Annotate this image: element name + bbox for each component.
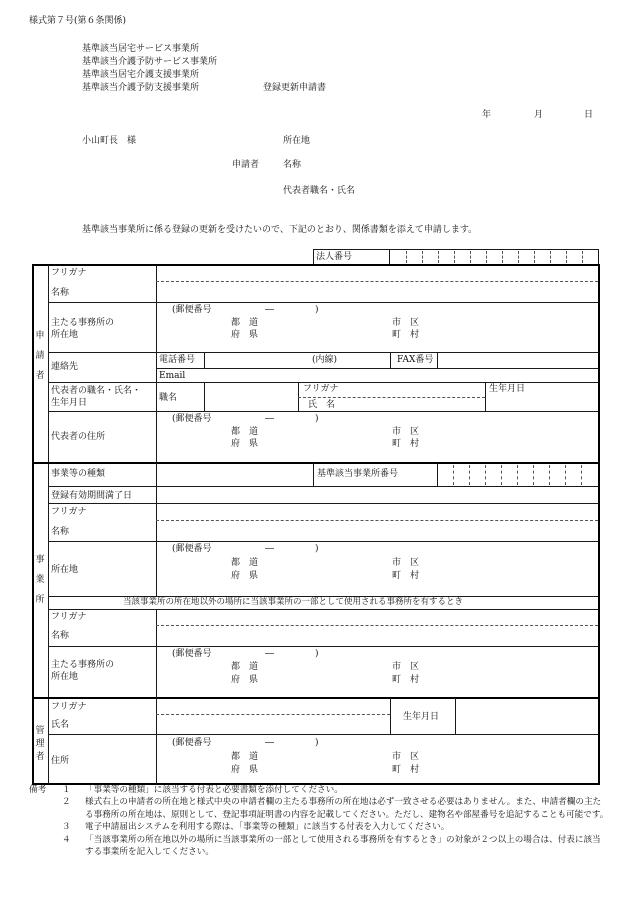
city-machi — [392, 330, 419, 340]
applicant-address-label: 所在地 — [283, 136, 311, 146]
business-kind-label: 事業等の種類 — [51, 469, 106, 479]
applicant-rep-label: 代表者職名・氏名 — [283, 186, 356, 196]
form-number: 様式第７号(第６条関係) — [29, 16, 127, 26]
date-month: 月 — [534, 110, 544, 120]
other-postal-close: ) — [315, 649, 319, 659]
other-ku: 区 — [410, 662, 420, 672]
manager-shi: 市 — [392, 752, 402, 762]
other-mura: 村 — [410, 675, 420, 685]
rep-city-2 — [392, 439, 419, 449]
rep-mura: 村 — [410, 439, 420, 449]
pref-ken-text: 県 — [249, 330, 259, 340]
note-4-num: ４ — [62, 834, 71, 845]
rep-furigana-label: フリガナ — [303, 384, 339, 394]
note-4 — [29, 834, 609, 859]
other-name-label: 名称 — [51, 631, 70, 641]
rep-fu: 府 — [231, 439, 241, 449]
section-office-label: 事業所 — [35, 555, 45, 605]
office-pref-1 — [231, 558, 258, 568]
office-postal-close: ) — [315, 544, 319, 554]
notes-label: 備考 — [29, 785, 47, 795]
contact-label: 連絡先 — [51, 362, 79, 372]
rep-birthdate-label: 生年月日 — [489, 384, 526, 394]
manager-ken: 県 — [249, 765, 259, 775]
rep-ku: 区 — [410, 427, 420, 437]
section-applicant-label: 申請者 — [35, 331, 45, 381]
office-pref-2 — [231, 571, 258, 581]
other-to: 都 — [231, 662, 241, 672]
city-ku-text: 区 — [410, 318, 420, 328]
office-furigana-label: フリガナ — [51, 507, 87, 517]
office-city-2 — [392, 571, 419, 581]
applicant-name-row-label: 名称 — [51, 288, 70, 298]
rep-postal-close: ) — [315, 414, 319, 424]
rep-shimei-label: 氏 名 — [308, 400, 336, 410]
other-pref-2 — [231, 675, 258, 685]
applicant-furigana-label: フリガナ — [51, 268, 87, 278]
note-2-text: 様式右上の申請者の所在地と様式中央の申請者欄の主たる事務所の所在地は必ず一致させる必要はありません。また、申請者欄の主たる事務所の所在地は、原則として、登記事項証明書の内容を記載してください。ただし、建物名や部屋番号を追記することも可能です。 — [85, 797, 609, 820]
note-4-text: 「当該事業所の所在地以外の場所に当該事業所の一部として使用される事務所を有するとき」の対象が２つ以上の場合は、付表に該当する事業所を記入してください。 — [85, 834, 601, 858]
office-ku: 区 — [410, 558, 420, 568]
postal-label: (郵便番号 — [172, 305, 212, 315]
other-furigana-label: フリガナ — [51, 612, 87, 622]
manager-residence-label: 住所 — [51, 756, 70, 766]
rep-do: 道 — [249, 427, 259, 437]
manager-mura: 村 — [410, 765, 420, 775]
other-city-1 — [392, 662, 419, 672]
city-machi-text: 町 — [392, 330, 402, 340]
manager-name-label: 氏名 — [51, 720, 70, 730]
main-office-label-1: 主たる事務所の — [51, 318, 115, 328]
office-postal-dash: ― — [265, 544, 274, 554]
manager-ku: 区 — [410, 752, 420, 762]
office-name-label: 名称 — [51, 527, 70, 537]
business-type-3: 基準該当居宅介護支援事業所 — [82, 70, 200, 80]
manager-fu: 府 — [231, 765, 241, 775]
manager-pref-1 — [231, 752, 258, 762]
office-shi: 市 — [392, 558, 402, 568]
office-to: 都 — [231, 558, 241, 568]
city-mura-text: 村 — [410, 330, 420, 340]
corp-number-label: 法人番号 — [316, 252, 353, 262]
rep-postal-label: (郵便番号 — [172, 414, 212, 424]
city-shi-text: 市 — [392, 318, 402, 328]
other-postal-label: (郵便番号 — [172, 649, 212, 659]
other-city-2 — [392, 675, 419, 685]
office-fu: 府 — [231, 571, 241, 581]
other-pref-1 — [231, 662, 258, 672]
note-2 — [29, 796, 609, 821]
other-fu: 府 — [231, 675, 241, 685]
tel-label: 電話番号 — [159, 355, 196, 365]
business-type-1: 基準該当居宅サービス事業所 — [82, 44, 200, 54]
note-3 — [29, 821, 609, 833]
other-office-note: 当該事業所の所在地以外の場所に当該事業所の一部として使用される事務所を有するとき — [123, 597, 464, 607]
pref-fu — [231, 330, 258, 340]
office-location-label: 所在地 — [51, 565, 79, 575]
notes — [29, 784, 609, 858]
section-manager — [34, 725, 46, 764]
date-year: 年 — [482, 110, 492, 120]
other-machi: 町 — [392, 675, 402, 685]
note-3-num: ３ — [62, 822, 71, 833]
pref-to — [231, 318, 258, 328]
pref-to-text: 都 — [231, 318, 241, 328]
note-1-num: １ — [62, 785, 71, 795]
office-mura: 村 — [410, 571, 420, 581]
addressee: 小山町長 様 — [82, 136, 137, 146]
other-do: 道 — [249, 662, 259, 672]
manager-postal-label: (郵便番号 — [172, 738, 212, 748]
manager-city-2 — [392, 765, 419, 775]
manager-furigana-label: フリガナ — [51, 702, 87, 712]
rep-address-label: 代表者の住所 — [51, 432, 106, 442]
date-day: 日 — [584, 110, 594, 120]
rep-city-1 — [392, 427, 419, 437]
manager-machi: 町 — [392, 765, 402, 775]
office-ken: 県 — [249, 571, 259, 581]
office-number-label: 基準該当事業所番号 — [317, 469, 399, 479]
rep-postal-dash: ― — [265, 414, 274, 424]
document-title: 登録更新申請書 — [263, 83, 327, 93]
rep-pref-2 — [231, 439, 258, 449]
office-machi: 町 — [392, 571, 402, 581]
office-city-1 — [392, 558, 419, 568]
note-1 — [29, 784, 609, 796]
other-main-office-1: 主たる事務所の — [51, 660, 115, 670]
rep-title-label: 職名 — [159, 393, 178, 403]
manager-pref-2 — [231, 765, 258, 775]
fax-label: FAX番号 — [397, 355, 434, 365]
pref-fu-text: 府 — [231, 330, 241, 340]
manager-city-1 — [392, 752, 419, 762]
postal-dash: ― — [265, 305, 274, 315]
email-label: Email — [159, 371, 186, 381]
section-manager-label: 管理者 — [35, 726, 45, 762]
business-type-4: 基準該当介護予防支援事業所 — [82, 83, 200, 93]
pref-do-text: 道 — [249, 318, 259, 328]
manager-do: 道 — [249, 752, 259, 762]
valid-until-label: 登録有効期間満了日 — [51, 491, 133, 501]
section-applicant — [34, 326, 46, 386]
other-ken: 県 — [249, 675, 259, 685]
other-shi: 市 — [392, 662, 402, 672]
note-1-text: 「事業等の種類」に該当する付表と必要書類を添付してください。 — [85, 785, 343, 795]
rep-pref-1 — [231, 427, 258, 437]
manager-birthdate-label: 生年月日 — [403, 712, 440, 722]
applicant-label: 申請者 — [232, 160, 260, 170]
manager-postal-close: ) — [315, 738, 319, 748]
rep-machi: 町 — [392, 439, 402, 449]
postal-close: ) — [315, 305, 319, 315]
ext-label: (内線) — [312, 355, 338, 365]
main-office-label-2: 所在地 — [51, 330, 79, 340]
rep-label-2: 生年月日 — [51, 398, 88, 408]
other-postal-dash: ― — [265, 649, 274, 659]
city-shi — [392, 318, 419, 328]
rep-to: 都 — [231, 427, 241, 437]
rep-label-1: 代表者の職名・氏名・ — [51, 386, 142, 396]
manager-postal-dash: ― — [265, 738, 274, 748]
note-3-text: 電子申請届出システムを利用する際は、「事業等の種類」に該当する付表を入力してください。 — [85, 822, 450, 833]
rep-ken: 県 — [249, 439, 259, 449]
office-do: 道 — [249, 558, 259, 568]
note-2-num: ２ — [62, 797, 71, 808]
rep-shi: 市 — [392, 427, 402, 437]
other-main-office-2: 所在地 — [51, 672, 79, 682]
applicant-name-label: 名称 — [283, 160, 302, 170]
intro-text: 基準該当事業所に係る登録の更新を受けたいので、下記のとおり、関係書類を添えて申請します。 — [82, 225, 478, 235]
manager-to: 都 — [231, 752, 241, 762]
office-postal-label: (郵便番号 — [172, 544, 212, 554]
business-type-2: 基準該当介護予防サービス事業所 — [82, 57, 218, 67]
section-office — [34, 550, 46, 610]
